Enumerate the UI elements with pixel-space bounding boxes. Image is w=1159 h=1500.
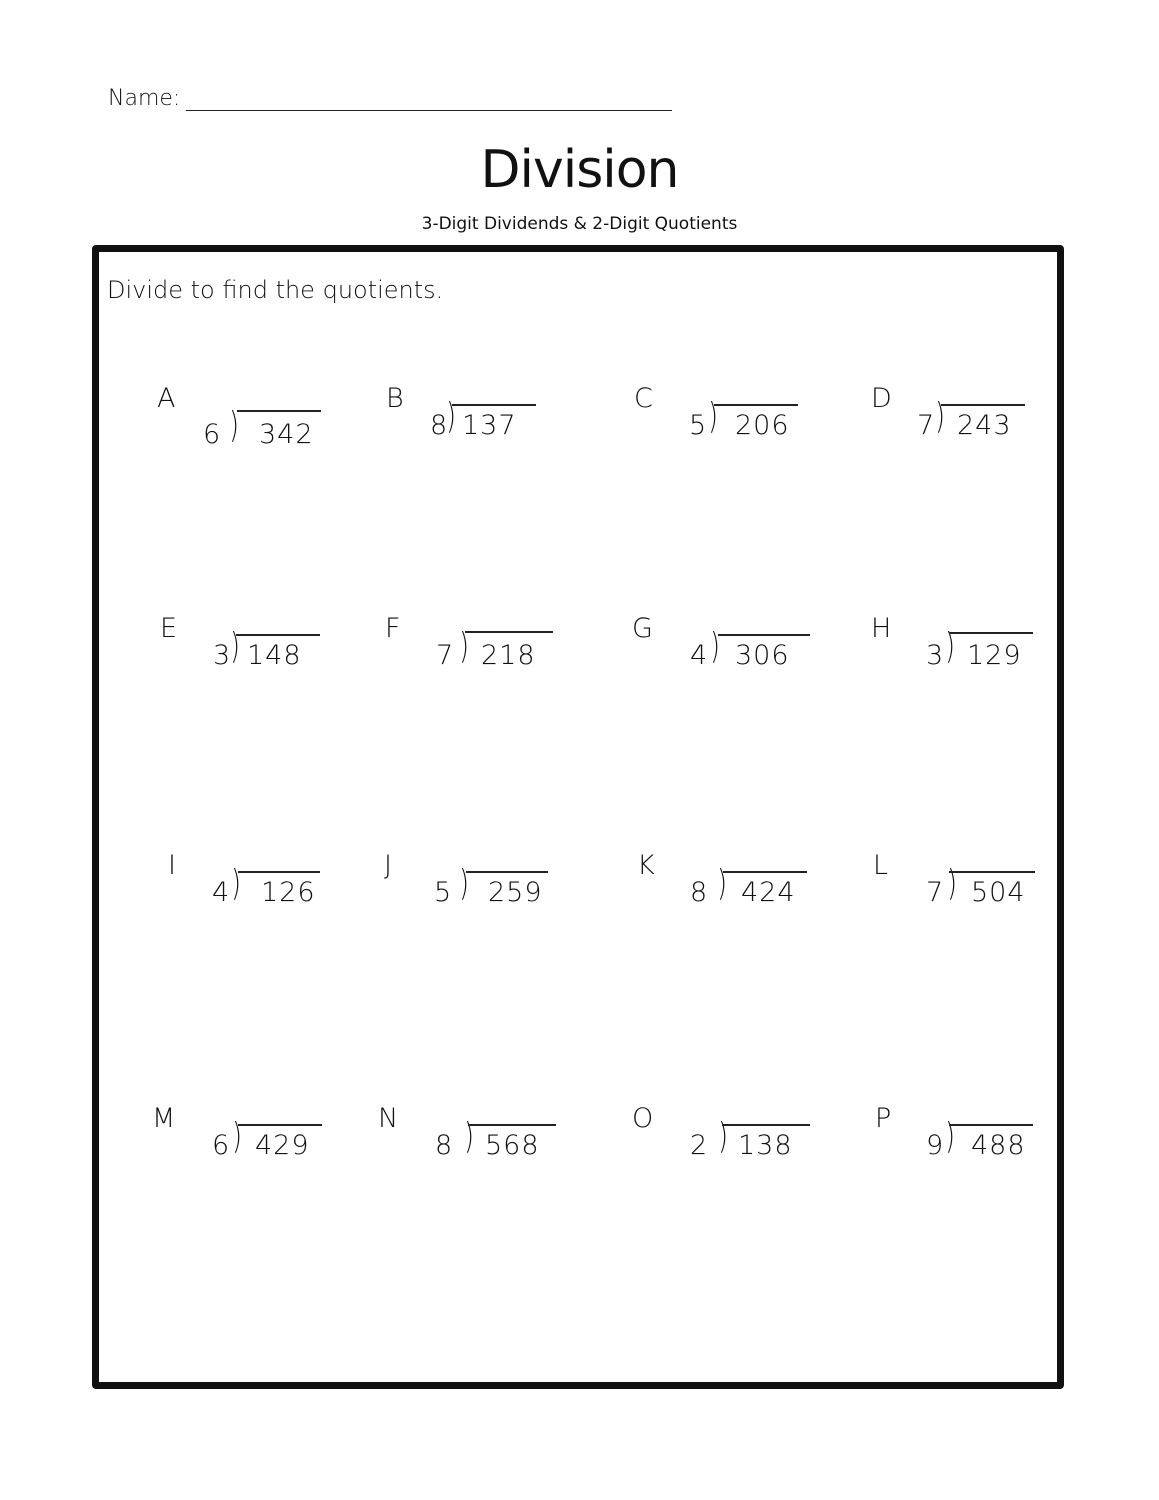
division-bar bbox=[236, 634, 320, 636]
problem-a bbox=[157, 383, 357, 473]
problem-label: K bbox=[637, 850, 655, 881]
problem-dividend: 429 bbox=[255, 1130, 310, 1161]
problem-label: M bbox=[152, 1103, 176, 1134]
problem-dividend: 129 bbox=[967, 640, 1022, 671]
division-bracket: ) bbox=[230, 626, 240, 667]
division-bar bbox=[722, 1124, 810, 1126]
problem-label: B bbox=[386, 383, 404, 414]
problem-dividend: 137 bbox=[462, 410, 517, 441]
problem-divisor: 5 bbox=[689, 410, 707, 441]
problem-i bbox=[168, 850, 368, 940]
problem-divisor: 8 bbox=[435, 1130, 453, 1161]
name-label: Name: bbox=[108, 86, 181, 111]
problem-n bbox=[378, 1103, 578, 1193]
problem-label: L bbox=[873, 850, 889, 881]
problem-d bbox=[871, 383, 1071, 473]
problem-e bbox=[160, 613, 360, 703]
problem-label: O bbox=[632, 1103, 654, 1134]
page-subtitle: 3-Digit Dividends & 2-Digit Quotients bbox=[421, 214, 738, 234]
division-bar bbox=[714, 404, 798, 406]
problem-dividend: 243 bbox=[957, 410, 1012, 441]
problem-divisor: 9 bbox=[926, 1130, 944, 1161]
problem-label: G bbox=[632, 613, 653, 644]
division-bar bbox=[949, 1124, 1033, 1126]
problem-dividend: 259 bbox=[488, 877, 543, 908]
division-bar bbox=[949, 632, 1033, 634]
problem-divisor: 5 bbox=[434, 877, 452, 908]
division-bracket: ) bbox=[710, 626, 720, 667]
problem-dividend: 148 bbox=[247, 640, 302, 671]
problem-label: H bbox=[871, 613, 892, 644]
division-bar bbox=[465, 631, 553, 633]
division-bracket: ) bbox=[459, 626, 469, 667]
problem-divisor: 4 bbox=[212, 877, 230, 908]
problem-dividend: 342 bbox=[259, 419, 314, 450]
problem-label: J bbox=[384, 850, 392, 881]
problem-label: I bbox=[168, 850, 176, 881]
problem-label: A bbox=[157, 383, 176, 414]
problem-b bbox=[386, 383, 586, 473]
problem-dividend: 206 bbox=[735, 410, 790, 441]
division-bar bbox=[941, 404, 1025, 406]
division-bracket: ) bbox=[717, 863, 727, 904]
division-bracket: ) bbox=[459, 863, 469, 904]
problem-divisor: 2 bbox=[690, 1130, 708, 1161]
division-bracket: ) bbox=[231, 863, 241, 904]
division-bar bbox=[237, 410, 321, 412]
problem-dividend: 488 bbox=[971, 1130, 1026, 1161]
problem-divisor: 7 bbox=[436, 640, 454, 671]
problem-j bbox=[384, 850, 584, 940]
problem-divisor: 4 bbox=[690, 640, 708, 671]
problem-label: P bbox=[875, 1103, 892, 1134]
division-bar bbox=[468, 1124, 556, 1126]
problem-divisor: 6 bbox=[203, 419, 221, 450]
problem-o bbox=[632, 1103, 832, 1193]
problem-divisor: 6 bbox=[212, 1130, 230, 1161]
problem-label: C bbox=[634, 383, 653, 414]
problem-l bbox=[873, 850, 1073, 940]
problem-divisor: 8 bbox=[690, 877, 708, 908]
division-bracket: ) bbox=[935, 396, 945, 437]
problem-m bbox=[152, 1103, 352, 1193]
division-bracket: ) bbox=[945, 1116, 955, 1157]
problem-label: N bbox=[378, 1103, 399, 1134]
division-bracket: ) bbox=[446, 396, 456, 437]
problem-divisor: 3 bbox=[926, 640, 944, 671]
problem-dividend: 126 bbox=[261, 877, 316, 908]
problem-dividend: 504 bbox=[971, 877, 1026, 908]
division-bar bbox=[949, 871, 1035, 873]
name-input-line[interactable] bbox=[186, 88, 672, 111]
problem-dividend: 306 bbox=[735, 640, 790, 671]
division-bar bbox=[718, 634, 810, 636]
division-bracket: ) bbox=[718, 1116, 728, 1157]
division-bracket: ) bbox=[232, 1116, 242, 1157]
problem-divisor: 7 bbox=[917, 410, 935, 441]
problem-divisor: 3 bbox=[213, 640, 231, 671]
division-bar bbox=[466, 871, 548, 873]
division-bar bbox=[723, 871, 807, 873]
problem-label: D bbox=[871, 383, 892, 414]
problem-c bbox=[634, 383, 834, 473]
problem-dividend: 218 bbox=[481, 640, 536, 671]
page-title: Division bbox=[480, 140, 679, 200]
problem-label: E bbox=[160, 613, 178, 644]
problem-p bbox=[875, 1103, 1075, 1193]
division-bracket: ) bbox=[229, 405, 239, 446]
problem-dividend: 424 bbox=[741, 877, 796, 908]
division-bracket: ) bbox=[708, 396, 718, 437]
instructions-text: Divide to find the quotients. bbox=[107, 276, 444, 304]
problem-divisor: 7 bbox=[926, 877, 944, 908]
problem-g bbox=[632, 613, 832, 703]
problem-divisor: 8 bbox=[430, 410, 448, 441]
division-bar bbox=[238, 871, 320, 873]
problem-f bbox=[385, 613, 585, 703]
division-bracket: ) bbox=[947, 863, 957, 904]
division-bracket: ) bbox=[464, 1116, 474, 1157]
division-bar bbox=[238, 1124, 322, 1126]
problem-dividend: 138 bbox=[738, 1130, 793, 1161]
name-field-row bbox=[108, 86, 672, 111]
problem-label: F bbox=[385, 613, 401, 644]
division-bracket: ) bbox=[945, 626, 955, 667]
division-bar bbox=[452, 404, 536, 406]
problem-dividend: 568 bbox=[485, 1130, 540, 1161]
problem-h bbox=[871, 613, 1071, 703]
problem-k bbox=[637, 850, 837, 940]
